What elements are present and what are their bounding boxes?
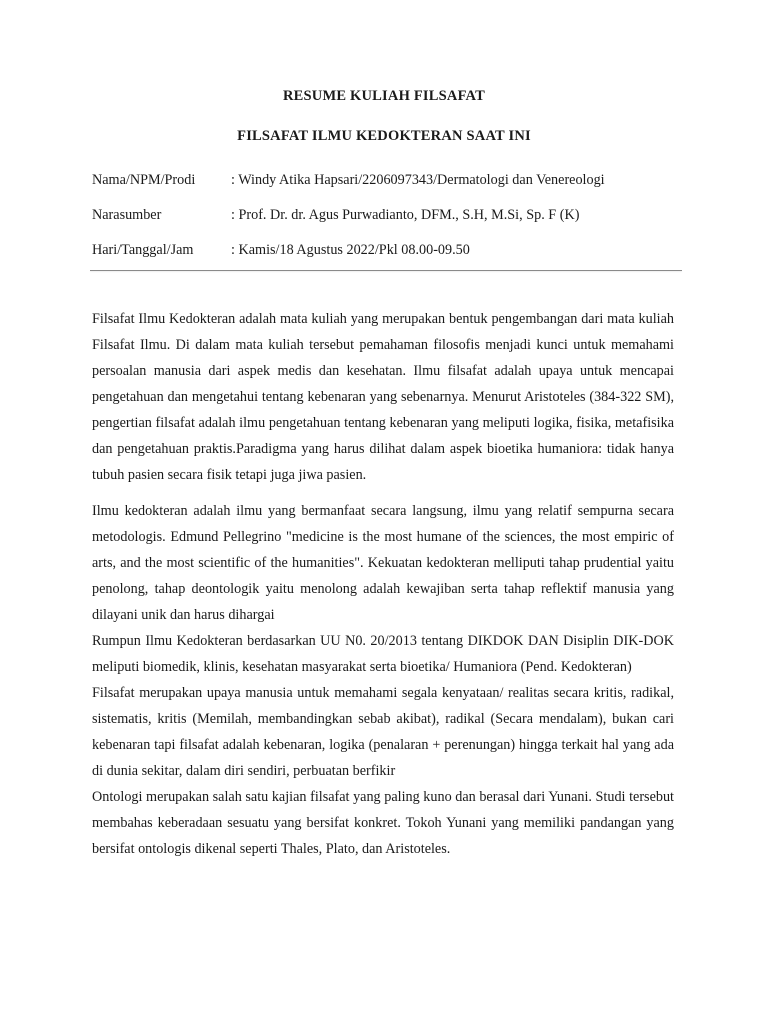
meta-label: Nama/NPM/Prodi bbox=[92, 172, 196, 188]
document-title: RESUME KULIAH FILSAFAT bbox=[282, 88, 486, 104]
paragraph: Filsafat Ilmu Kedokteran adalah mata kuliah yang merupakan bentuk pengembangan dari mata kuliah Filsafat Ilmu. Di dalam mata kuliah tersebut pemahaman filosofis menjadi kunci untuk memahami persoalan manusia dari aspek medis dan kesehatan. Ilmu filsafat adalah upaya untuk mencapai pengetahuan dan mengetahui tentang kebenaran yang sebenarnya. Menurut Aristoteles (384-322 SM), pengertian filsafat adalah ilmu pengetahuan tentang kebenaran yang meliputi logika, fisika, metafisika dan pengetahuan praktis.Paradigma yang harus dilihat dalam aspek bioetika humaniora: tidak hanya tubuh pasien secara fisik tetapi juga jiwa pasien. bbox=[92, 311, 674, 483]
body-text bbox=[92, 306, 674, 862]
meta-row-speaker bbox=[92, 207, 692, 227]
meta-label: Narasumber bbox=[92, 207, 162, 223]
paragraph: Ontologi merupakan salah satu kajian filsafat yang paling kuno dan berasal dari Yunani. Studi tersebut membahas keberadaan sesuatu yang bersifat konkret. Tokoh Yunani yang memiliki pandangan yang bersifat ontologis dikenal seperti Thales, Plato, dan Aristoteles. bbox=[92, 789, 674, 857]
document-subtitle: FILSAFAT ILMU KEDOKTERAN SAAT INI bbox=[237, 128, 531, 144]
paragraph: Filsafat merupakan upaya manusia untuk memahami segala kenyataan/ realitas secara kritis, radikal, sistematis, kritis (Memilah, membandingkan sebab akibat), radikal (Secara mendalam), bukan cari kebenaran tapi filsafat adalah kebenaran, logika (penalaran + perenungan) hingga terkait hal yang ada di dunia sekitar, dalam diri sendiri, perbuatan berfikir bbox=[92, 685, 674, 779]
meta-value: : Kamis/18 Agustus 2022/Pkl 08.00-09.50 bbox=[231, 242, 470, 258]
meta-row-date bbox=[92, 242, 692, 262]
paragraph: Rumpun Ilmu Kedokteran berdasarkan UU N0. 20/2013 tentang DIKDOK DAN Disiplin DIK-DOK meliputi biomedik, klinis, kesehatan masyarakat serta bioetika/ Humaniora (Pend. Kedokteran) bbox=[92, 633, 674, 675]
meta-label: Hari/Tanggal/Jam bbox=[92, 242, 194, 258]
meta-value: : Windy Atika Hapsari/2206097343/Dermatologi dan Venereologi bbox=[231, 172, 605, 188]
meta-value: : Prof. Dr. dr. Agus Purwadianto, DFM., S.H, M.Si, Sp. F (K) bbox=[231, 207, 580, 223]
header-divider bbox=[90, 270, 682, 271]
paragraph: Ilmu kedokteran adalah ilmu yang bermanfaat secara langsung, ilmu yang relatif sempurna secara metodologis. Edmund Pellegrino "medicine is the most humane of the sciences, the most empiric of arts, and the most scientific of the humanities". Kekuatan kedokteran melliputi tahap prudential yaitu penolong, tahap deontologik yaitu menolong adalah kewajiban serta tahap reflektif manusia yang dilayani unik dan harus dihargai bbox=[92, 503, 674, 623]
meta-row-name bbox=[92, 172, 692, 192]
